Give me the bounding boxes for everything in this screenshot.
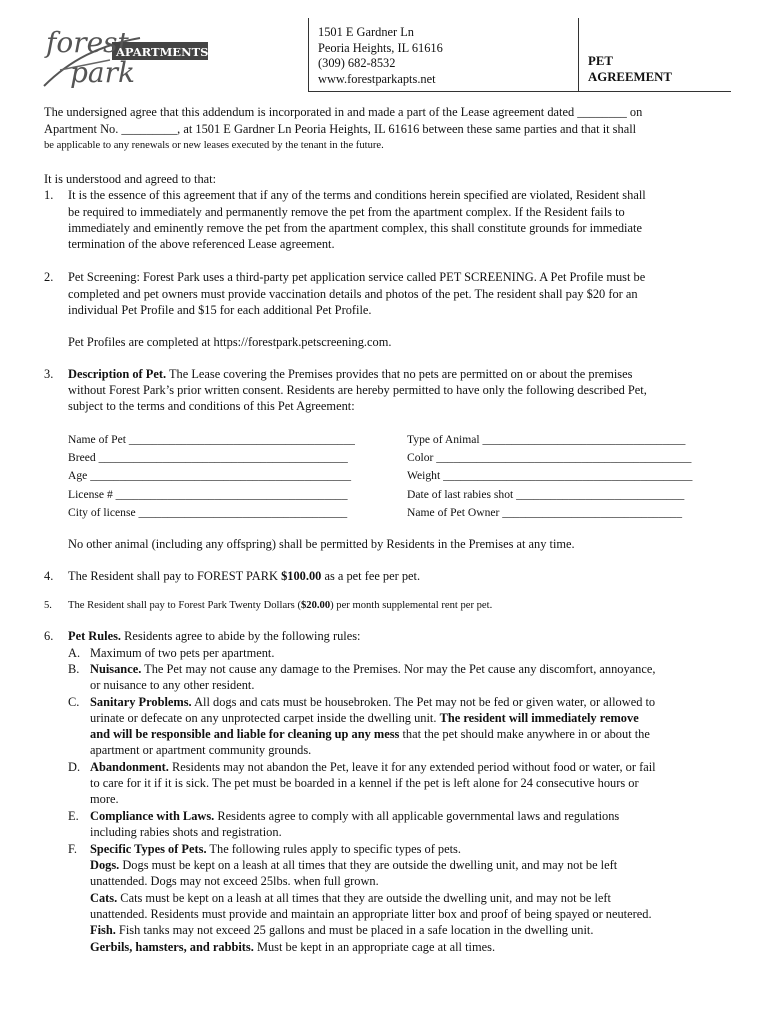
item-2-line: completed and pet owners must provide vaccination details and photos of the pet. The resident shall pay $20 for an <box>68 287 638 301</box>
address-block <box>318 25 443 87</box>
pet-fields-left <box>68 431 355 522</box>
rule-e-label: E. <box>68 809 79 823</box>
item-3-line-2: without Forest Park’s prior written consent. Residents are hereby permitted to have only the following described Pet, <box>68 383 647 397</box>
logo-word-apartments: APARTMENTS <box>116 45 209 59</box>
field-city-of-license[interactable]: City of license ____________________________________ <box>68 505 348 519</box>
field-color[interactable]: Color ____________________________________________ <box>407 451 692 465</box>
intro-line-1: The undersigned agree that this addendum is incorporated in and made a part of the Lease agreement dated ________ on <box>44 105 643 119</box>
item-3-number: 3. <box>44 367 54 381</box>
item-3-heading: Description of Pet. <box>68 367 167 381</box>
field-age[interactable]: Age _____________________________________________ <box>68 469 352 483</box>
rule-a-text: Maximum of two pets per apartment. <box>90 646 275 660</box>
rule-a-label: A. <box>68 646 81 660</box>
address-line-1: 1501 E Gardner Ln <box>318 25 414 39</box>
rule-f-dogs-2: unattended. Dogs may not exceed 25lbs. when full grown. <box>90 874 379 888</box>
rule-d-label: D. <box>68 760 81 774</box>
title-line-2: AGREEMENT <box>588 70 672 84</box>
address-line-2: Peoria Heights, IL 61616 <box>318 40 443 55</box>
logo-word-forest: forest <box>46 26 129 59</box>
logo-graphic <box>40 20 220 90</box>
intro-line-2: Apartment No. _________, at 1501 E Gardner Ln Peoria Heights, IL 61616 between these same parties and that it shall <box>44 122 637 136</box>
rule-b-label: B. <box>68 662 80 676</box>
rule-c-line-4: apartment or apartment community grounds. <box>90 743 312 757</box>
field-breed[interactable]: Breed ___________________________________________ <box>68 451 348 465</box>
rule-e-line-1: Compliance with Laws. Residents agree to comply with all applicable governmental laws and regulations <box>90 809 620 823</box>
rule-f-cats-1: Cats. Cats must be kept on a leash at all times that they are outside the dwelling unit, and may not be left <box>90 891 611 905</box>
rule-d-line-2: to care for it if it is sick. The pet must be boarded in a kennel if the pet is left alone for 24 consecutive hours or <box>90 776 639 790</box>
item-3-line-3: subject to the terms and conditions of this Pet Agreement: <box>68 399 355 413</box>
field-license[interactable]: License # ________________________________________ <box>68 487 348 501</box>
rule-c-line-2: urinate or defecate on any unprotected carpet inside the dwelling unit. The resident will immediately remove <box>90 711 639 725</box>
rule-f-dogs-1: Dogs. Dogs must be kept on a leash at all times that they are outside the dwelling unit, and may not be left <box>90 858 618 872</box>
field-name-of-pet[interactable]: Name of Pet _______________________________________ <box>68 433 355 446</box>
item-2-line: individual Pet Profile and $15 for each additional Pet Profile. <box>68 303 372 317</box>
item-3-line-1: Description of Pet. The Lease covering the Premises provides that no pets are permitted on or about the premises <box>68 367 633 381</box>
item-1-line: be required to immediately and permanently remove the pet from the apartment complex. If the Resident fails to <box>68 205 625 219</box>
pet-fee-amount: $100.00 <box>281 569 322 583</box>
pet-fields-right <box>407 431 692 522</box>
item-1-line: termination of the above referenced Lease agreement. <box>68 237 335 251</box>
no-other-animal-line: No other animal (including any offspring) shall be permitted by Residents in the Premises at any time. <box>68 537 575 551</box>
item-2-line: Pet Screening: Forest Park uses a third-party pet application service called PET SCREENING. A Pet Profile must be <box>68 270 646 284</box>
item-5-line: The Resident shall pay to Forest Park Twenty Dollars ($20.00) per month supplemental rent per pet. <box>68 600 493 611</box>
rule-c-label: C. <box>68 695 80 709</box>
rule-d-line-1: Abandonment. Residents may not abandon the Pet, leave it for any extended period without food or water, or fail <box>90 760 656 774</box>
item-1-number: 1. <box>44 188 54 202</box>
item-1-line: It is the essence of this agreement that if any of the terms and conditions herein specified are violated, Resident shall <box>68 188 646 202</box>
pet-profiles-link-text: Pet Profiles are completed at https://forestpark.petscreening.com. <box>68 335 392 349</box>
understood-line: It is understood and agreed to that: <box>44 172 217 186</box>
website: www.forestparkapts.net <box>318 71 436 86</box>
rule-f-fish: Fish. Fish tanks may not exceed 25 gallons and must be placed in a safe location in the dwelling unit. <box>90 923 594 937</box>
item-4-line: The Resident shall pay to FOREST PARK $100.00 as a pet fee per pet. <box>68 569 421 583</box>
rule-b-line-2: or nuisance to any other resident. <box>90 678 255 692</box>
rule-c-line-1: Sanitary Problems. All dogs and cats must be housebroken. The Pet may not be fed or given water, or allowed to <box>90 695 656 709</box>
rule-f-line-1: Specific Types of Pets. The following rules apply to specific types of pets. <box>90 842 461 856</box>
item-5-number: 5. <box>44 600 52 611</box>
item-4-number: 4. <box>44 569 54 583</box>
rule-b-line-1: Nuisance. The Pet may not cause any damage to the Premises. Nor may the Pet cause any discomfort, annoyance, <box>90 662 656 676</box>
rule-f-gerbils: Gerbils, hamsters, and rabbits. Must be kept in an appropriate cage at all times. <box>90 940 496 954</box>
rule-e-line-2: including rabies shots and registration. <box>90 825 282 839</box>
document-title <box>588 53 672 85</box>
rule-f-cats-2: unattended. Residents must provide and maintain an appropriate litter box and proof of being spayed or neutered. <box>90 907 652 921</box>
field-name-of-pet-owner[interactable]: Name of Pet Owner _______________________________ <box>407 505 683 519</box>
phone-number: (309) 682-8532 <box>318 56 396 71</box>
rule-d-line-3: more. <box>90 792 119 806</box>
item-6-heading: Pet Rules. <box>68 629 121 643</box>
item-2-number: 2. <box>44 270 54 284</box>
field-type-of-animal[interactable]: Type of Animal ___________________________________ <box>407 433 686 446</box>
field-date-rabies-shot[interactable]: Date of last rabies shot _____________________________ <box>407 487 685 501</box>
item-1-line: immediately and eminently remove the pet from the apartment complex, this shall constitute grounds for immediate <box>68 221 642 235</box>
rule-f-label: F. <box>68 842 77 856</box>
intro-line-3: be applicable to any renewals or new leases executed by the tenant in the future. <box>44 140 384 151</box>
title-line-1: PET <box>588 54 613 68</box>
item-6-intro: Pet Rules. Residents agree to abide by the following rules: <box>68 629 361 643</box>
item-6-number: 6. <box>44 629 54 643</box>
logo-word-park: park <box>70 56 135 89</box>
rule-c-line-3: and will be responsible and liable for cleaning up any mess that the pet should make anywhere in or about the <box>90 727 650 741</box>
field-weight[interactable]: Weight ___________________________________________ <box>407 469 693 483</box>
forest-park-logo <box>40 20 220 90</box>
monthly-rent-amount: $20.00 <box>300 600 331 611</box>
